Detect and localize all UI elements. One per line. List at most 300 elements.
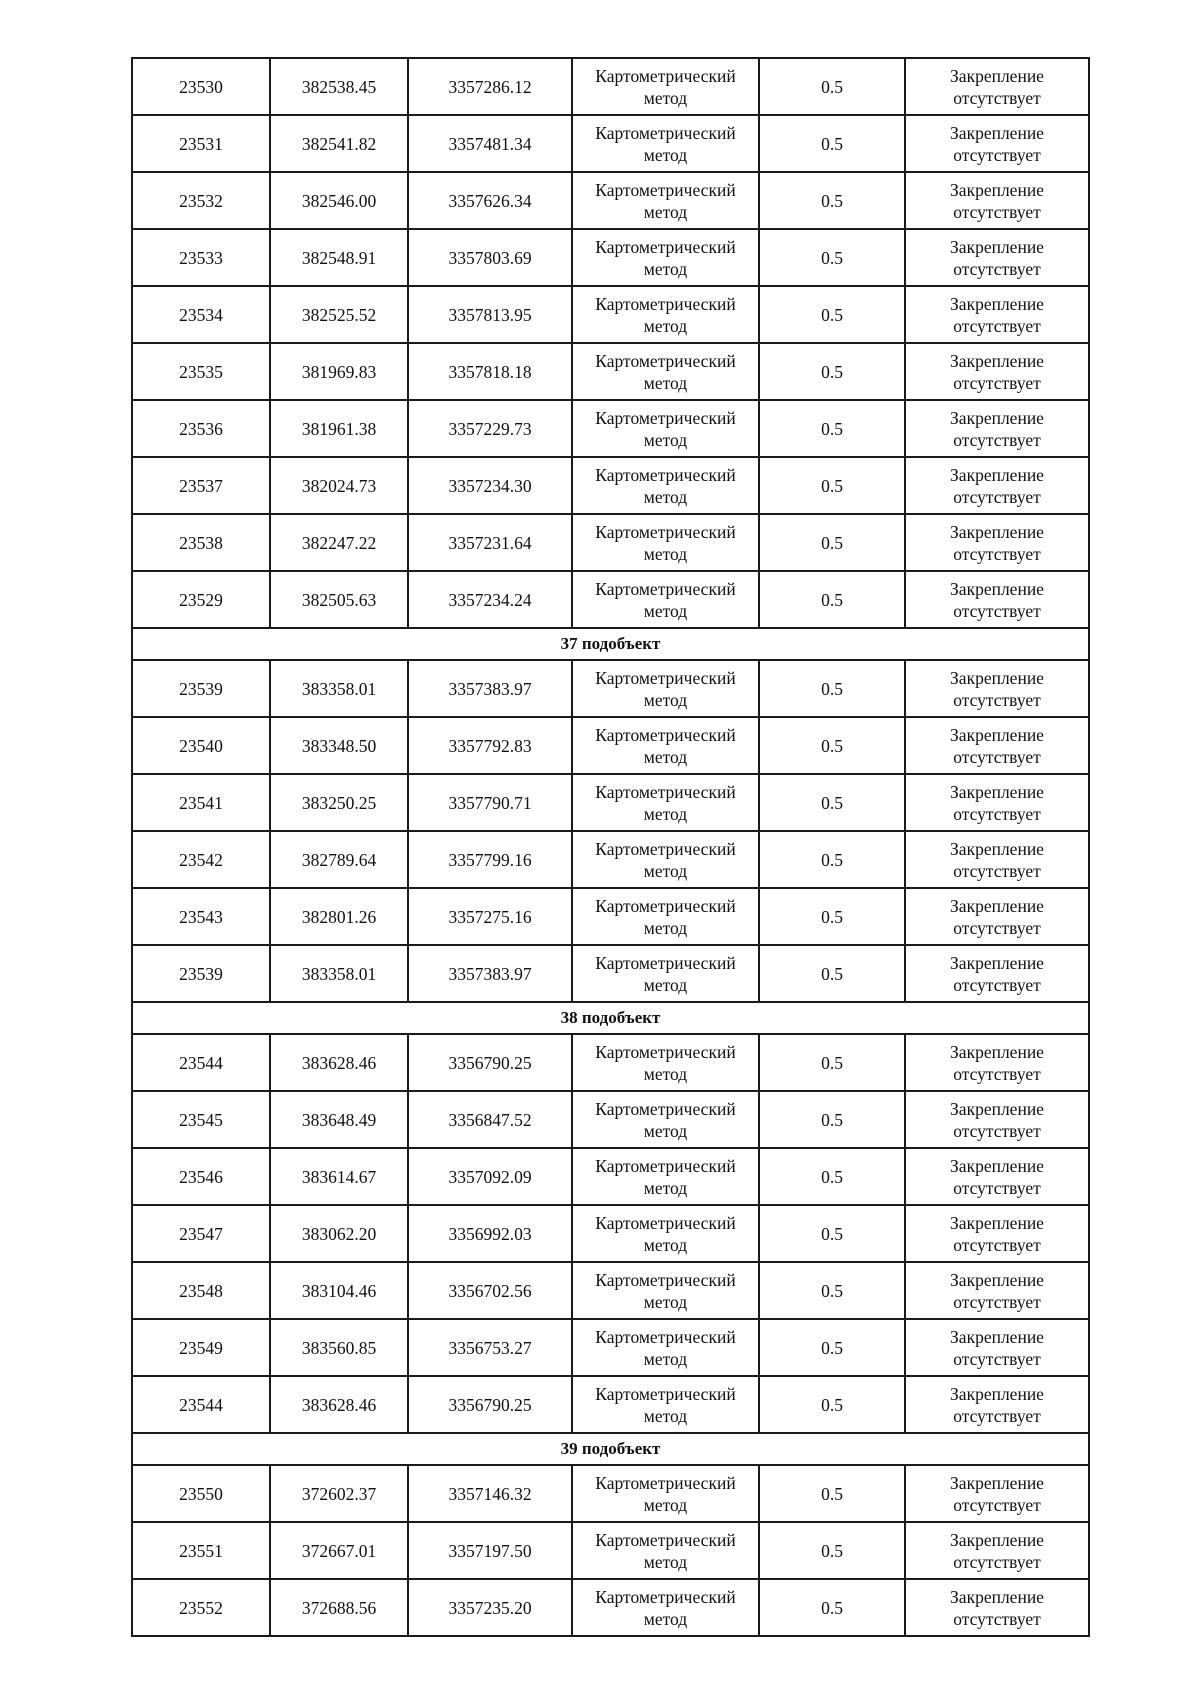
accuracy-cell <box>759 1091 905 1148</box>
table-row <box>132 1376 1089 1433</box>
accuracy-cell <box>759 1319 905 1376</box>
y-coordinate-cell <box>408 58 572 115</box>
y-coordinate-text: 3357792.83 <box>448 735 532 756</box>
y-coordinate-text: 3357813.95 <box>448 304 532 325</box>
point-number-text: 23540 <box>179 735 223 756</box>
fixing-description-cell <box>905 1465 1089 1522</box>
y-coordinate-text: 3357275.16 <box>448 906 532 927</box>
point-number-text: 23530 <box>179 76 223 97</box>
method-cell <box>572 717 759 774</box>
accuracy-text: 0.5 <box>821 735 843 756</box>
y-coordinate-text: 3357803.69 <box>448 247 532 268</box>
fixing-description-cell <box>905 229 1089 286</box>
method-text: Картометрический метод <box>595 293 736 336</box>
fixing-description-text: Закрепление отсутствует <box>950 781 1044 824</box>
method-cell <box>572 1091 759 1148</box>
method-text: Картометрический метод <box>595 781 736 824</box>
method-cell <box>572 343 759 400</box>
x-coordinate-text: 383560.85 <box>301 1337 377 1358</box>
point-number-cell <box>132 1091 270 1148</box>
y-coordinate-cell <box>408 514 572 571</box>
method-cell <box>572 831 759 888</box>
method-cell <box>572 660 759 717</box>
fixing-description-text: Закрепление отсутствует <box>950 1269 1044 1312</box>
x-coordinate-cell <box>270 1091 408 1148</box>
table-row <box>132 888 1089 945</box>
x-coordinate-text: 383628.46 <box>301 1052 377 1073</box>
x-coordinate-text: 382024.73 <box>301 475 377 496</box>
table-row <box>132 774 1089 831</box>
method-cell <box>572 1522 759 1579</box>
fixing-description-text: Закрепление отсутствует <box>950 521 1044 564</box>
y-coordinate-text: 3356992.03 <box>448 1223 532 1244</box>
method-text: Картометрический метод <box>595 1098 736 1141</box>
accuracy-cell <box>759 457 905 514</box>
y-coordinate-text: 3357481.34 <box>448 133 532 154</box>
x-coordinate-cell <box>270 831 408 888</box>
point-number-text: 23552 <box>179 1597 223 1618</box>
point-number-cell <box>132 229 270 286</box>
fixing-description-cell <box>905 172 1089 229</box>
fixing-description-cell <box>905 343 1089 400</box>
fixing-description-cell <box>905 58 1089 115</box>
method-text: Картометрический метод <box>595 350 736 393</box>
point-number-cell <box>132 343 270 400</box>
x-coordinate-cell <box>270 1034 408 1091</box>
point-number-text: 23547 <box>179 1223 223 1244</box>
point-number-text: 23548 <box>179 1280 223 1301</box>
accuracy-cell <box>759 945 905 1002</box>
accuracy-text: 0.5 <box>821 678 843 699</box>
method-text: Картометрический метод <box>595 1155 736 1198</box>
method-cell <box>572 172 759 229</box>
y-coordinate-cell <box>408 172 572 229</box>
y-coordinate-text: 3357197.50 <box>448 1540 532 1561</box>
x-coordinate-cell <box>270 514 408 571</box>
fixing-description-text: Закрепление отсутствует <box>950 122 1044 165</box>
x-coordinate-cell <box>270 1579 408 1636</box>
y-coordinate-cell <box>408 457 572 514</box>
point-number-text: 23544 <box>179 1052 223 1073</box>
y-coordinate-cell <box>408 343 572 400</box>
x-coordinate-text: 383348.50 <box>301 735 377 756</box>
accuracy-text: 0.5 <box>821 190 843 211</box>
table-row <box>132 571 1089 628</box>
fixing-description-cell <box>905 514 1089 571</box>
point-number-text: 23549 <box>179 1337 223 1358</box>
table-row <box>132 1319 1089 1376</box>
table-row <box>132 229 1089 286</box>
y-coordinate-cell <box>408 1319 572 1376</box>
accuracy-text: 0.5 <box>821 133 843 154</box>
point-number-cell <box>132 115 270 172</box>
y-coordinate-cell <box>408 1262 572 1319</box>
method-cell <box>572 888 759 945</box>
table-row <box>132 660 1089 717</box>
x-coordinate-text: 382548.91 <box>301 247 377 268</box>
method-text: Картометрический метод <box>595 1383 736 1426</box>
fixing-description-cell <box>905 571 1089 628</box>
method-text: Картометрический метод <box>595 407 736 450</box>
x-coordinate-cell <box>270 717 408 774</box>
method-text: Картометрический метод <box>595 464 736 507</box>
point-number-text: 23546 <box>179 1166 223 1187</box>
y-coordinate-cell <box>408 717 572 774</box>
method-text: Картометрический метод <box>595 952 736 995</box>
method-text: Картометрический метод <box>595 1041 736 1084</box>
method-text: Картометрический метод <box>595 1269 736 1312</box>
y-coordinate-cell <box>408 1522 572 1579</box>
x-coordinate-text: 382538.45 <box>301 76 377 97</box>
point-number-text: 23533 <box>179 247 223 268</box>
y-coordinate-cell <box>408 1148 572 1205</box>
method-text: Картометрический метод <box>595 1212 736 1255</box>
y-coordinate-text: 3357234.24 <box>448 589 532 610</box>
fixing-description-text: Закрепление отсутствует <box>950 293 1044 336</box>
coordinates-table <box>131 57 1090 1637</box>
y-coordinate-text: 3356753.27 <box>448 1337 532 1358</box>
accuracy-text: 0.5 <box>821 1394 843 1415</box>
y-coordinate-text: 3357790.71 <box>448 792 532 813</box>
table-row <box>132 58 1089 115</box>
accuracy-cell <box>759 343 905 400</box>
point-number-text: 23541 <box>179 792 223 813</box>
accuracy-cell <box>759 286 905 343</box>
point-number-text: 23536 <box>179 418 223 439</box>
method-text: Картометрический метод <box>595 521 736 564</box>
fixing-description-cell <box>905 1205 1089 1262</box>
table-row <box>132 457 1089 514</box>
x-coordinate-cell <box>270 1465 408 1522</box>
method-text: Картометрический метод <box>595 1529 736 1572</box>
method-cell <box>572 229 759 286</box>
accuracy-text: 0.5 <box>821 247 843 268</box>
y-coordinate-text: 3357234.30 <box>448 475 532 496</box>
table-row <box>132 115 1089 172</box>
method-cell <box>572 400 759 457</box>
table-row <box>132 343 1089 400</box>
accuracy-text: 0.5 <box>821 1540 843 1561</box>
table-row <box>132 945 1089 1002</box>
fixing-description-text: Закрепление отсутствует <box>950 407 1044 450</box>
fixing-description-cell <box>905 457 1089 514</box>
method-cell <box>572 58 759 115</box>
fixing-description-cell <box>905 1034 1089 1091</box>
accuracy-text: 0.5 <box>821 1597 843 1618</box>
point-number-text: 23535 <box>179 361 223 382</box>
x-coordinate-cell <box>270 115 408 172</box>
fixing-description-text: Закрепление отсутствует <box>950 952 1044 995</box>
x-coordinate-text: 382505.63 <box>301 589 377 610</box>
coordinates-table-body <box>132 58 1089 1636</box>
point-number-cell <box>132 1148 270 1205</box>
fixing-description-cell <box>905 774 1089 831</box>
accuracy-cell <box>759 1376 905 1433</box>
accuracy-cell <box>759 1034 905 1091</box>
x-coordinate-text: 372688.56 <box>301 1597 377 1618</box>
method-cell <box>572 1319 759 1376</box>
fixing-description-text: Закрепление отсутствует <box>950 236 1044 279</box>
y-coordinate-text: 3356702.56 <box>448 1280 532 1301</box>
point-number-cell <box>132 1465 270 1522</box>
x-coordinate-text: 382525.52 <box>301 304 377 325</box>
section-header-row <box>132 628 1089 660</box>
accuracy-text: 0.5 <box>821 1337 843 1358</box>
y-coordinate-text: 3357092.09 <box>448 1166 532 1187</box>
fixing-description-cell <box>905 660 1089 717</box>
point-number-cell <box>132 888 270 945</box>
y-coordinate-text: 3357231.64 <box>448 532 532 553</box>
table-row <box>132 514 1089 571</box>
fixing-description-text: Закрепление отсутствует <box>950 350 1044 393</box>
x-coordinate-cell <box>270 1522 408 1579</box>
point-number-cell <box>132 660 270 717</box>
x-coordinate-text: 383628.46 <box>301 1394 377 1415</box>
section-title: 38 подобъект <box>132 1002 1089 1034</box>
y-coordinate-cell <box>408 660 572 717</box>
accuracy-cell <box>759 1465 905 1522</box>
fixing-description-text: Закрепление отсутствует <box>950 179 1044 222</box>
accuracy-text: 0.5 <box>821 1223 843 1244</box>
accuracy-text: 0.5 <box>821 361 843 382</box>
x-coordinate-cell <box>270 172 408 229</box>
accuracy-text: 0.5 <box>821 1109 843 1130</box>
y-coordinate-text: 3356790.25 <box>448 1394 532 1415</box>
point-number-cell <box>132 457 270 514</box>
y-coordinate-cell <box>408 831 572 888</box>
fixing-description-cell <box>905 1376 1089 1433</box>
x-coordinate-cell <box>270 1319 408 1376</box>
x-coordinate-cell <box>270 1262 408 1319</box>
point-number-text: 23534 <box>179 304 223 325</box>
method-text: Картометрический метод <box>595 1586 736 1629</box>
point-number-cell <box>132 1205 270 1262</box>
point-number-text: 23544 <box>179 1394 223 1415</box>
x-coordinate-text: 383104.46 <box>301 1280 377 1301</box>
fixing-description-text: Закрепление отсутствует <box>950 1383 1044 1426</box>
accuracy-cell <box>759 888 905 945</box>
method-cell <box>572 1579 759 1636</box>
method-cell <box>572 1262 759 1319</box>
method-cell <box>572 1034 759 1091</box>
accuracy-cell <box>759 229 905 286</box>
y-coordinate-cell <box>408 1579 572 1636</box>
point-number-cell <box>132 286 270 343</box>
method-cell <box>572 457 759 514</box>
point-number-text: 23537 <box>179 475 223 496</box>
point-number-text: 23551 <box>179 1540 223 1561</box>
accuracy-cell <box>759 172 905 229</box>
x-coordinate-text: 383358.01 <box>301 678 377 699</box>
fixing-description-text: Закрепление отсутствует <box>950 1041 1044 1084</box>
y-coordinate-text: 3357383.97 <box>448 963 532 984</box>
point-number-cell <box>132 1522 270 1579</box>
table-row <box>132 1091 1089 1148</box>
y-coordinate-text: 3357383.97 <box>448 678 532 699</box>
accuracy-text: 0.5 <box>821 418 843 439</box>
accuracy-text: 0.5 <box>821 792 843 813</box>
x-coordinate-text: 382801.26 <box>301 906 377 927</box>
accuracy-cell <box>759 831 905 888</box>
point-number-cell <box>132 571 270 628</box>
fixing-description-cell <box>905 115 1089 172</box>
point-number-cell <box>132 1376 270 1433</box>
x-coordinate-cell <box>270 660 408 717</box>
accuracy-cell <box>759 115 905 172</box>
fixing-description-cell <box>905 1579 1089 1636</box>
x-coordinate-text: 381961.38 <box>301 418 377 439</box>
point-number-cell <box>132 400 270 457</box>
fixing-description-text: Закрепление отсутствует <box>950 1098 1044 1141</box>
accuracy-text: 0.5 <box>821 532 843 553</box>
y-coordinate-cell <box>408 1205 572 1262</box>
point-number-cell <box>132 1319 270 1376</box>
x-coordinate-text: 382546.00 <box>301 190 377 211</box>
table-row <box>132 831 1089 888</box>
y-coordinate-cell <box>408 1034 572 1091</box>
method-text: Картометрический метод <box>595 1326 736 1369</box>
point-number-text: 23531 <box>179 133 223 154</box>
method-cell <box>572 115 759 172</box>
table-row <box>132 1465 1089 1522</box>
accuracy-text: 0.5 <box>821 906 843 927</box>
point-number-text: 23542 <box>179 849 223 870</box>
point-number-cell <box>132 172 270 229</box>
fixing-description-text: Закрепление отсутствует <box>950 1212 1044 1255</box>
fixing-description-cell <box>905 286 1089 343</box>
x-coordinate-cell <box>270 774 408 831</box>
y-coordinate-cell <box>408 888 572 945</box>
method-text: Картометрический метод <box>595 895 736 938</box>
x-coordinate-text: 382247.22 <box>301 532 377 553</box>
table-row <box>132 1148 1089 1205</box>
y-coordinate-text: 3357229.73 <box>448 418 532 439</box>
fixing-description-cell <box>905 831 1089 888</box>
y-coordinate-cell <box>408 1376 572 1433</box>
accuracy-text: 0.5 <box>821 849 843 870</box>
fixing-description-text: Закрепление отсутствует <box>950 1472 1044 1515</box>
table-row <box>132 1205 1089 1262</box>
point-number-text: 23550 <box>179 1483 223 1504</box>
x-coordinate-cell <box>270 400 408 457</box>
y-coordinate-text: 3357818.18 <box>448 361 532 382</box>
x-coordinate-text: 383614.67 <box>301 1166 377 1187</box>
fixing-description-text: Закрепление отсутствует <box>950 578 1044 621</box>
method-text: Картометрический метод <box>595 667 736 710</box>
y-coordinate-cell <box>408 774 572 831</box>
x-coordinate-cell <box>270 1148 408 1205</box>
x-coordinate-cell <box>270 286 408 343</box>
fixing-description-cell <box>905 400 1089 457</box>
y-coordinate-text: 3357626.34 <box>448 190 532 211</box>
accuracy-text: 0.5 <box>821 1280 843 1301</box>
x-coordinate-cell <box>270 343 408 400</box>
table-row <box>132 400 1089 457</box>
method-text: Картометрический метод <box>595 838 736 881</box>
accuracy-cell <box>759 1148 905 1205</box>
section-title: 37 подобъект <box>132 628 1089 660</box>
accuracy-cell <box>759 1579 905 1636</box>
fixing-description-text: Закрепление отсутствует <box>950 724 1044 767</box>
accuracy-text: 0.5 <box>821 589 843 610</box>
table-row <box>132 1262 1089 1319</box>
method-cell <box>572 945 759 1002</box>
point-number-text: 23545 <box>179 1109 223 1130</box>
table-row <box>132 1522 1089 1579</box>
x-coordinate-cell <box>270 229 408 286</box>
x-coordinate-text: 381969.83 <box>301 361 377 382</box>
point-number-cell <box>132 717 270 774</box>
fixing-description-cell <box>905 1262 1089 1319</box>
method-cell <box>572 1465 759 1522</box>
accuracy-cell <box>759 1522 905 1579</box>
accuracy-cell <box>759 774 905 831</box>
fixing-description-text: Закрепление отсутствует <box>950 895 1044 938</box>
accuracy-text: 0.5 <box>821 304 843 325</box>
point-number-text: 23539 <box>179 678 223 699</box>
section-title: 39 подобъект <box>132 1433 1089 1465</box>
fixing-description-cell <box>905 1091 1089 1148</box>
accuracy-cell <box>759 571 905 628</box>
fixing-description-cell <box>905 1522 1089 1579</box>
point-number-text: 23529 <box>179 589 223 610</box>
point-number-cell <box>132 514 270 571</box>
fixing-description-text: Закрепление отсутствует <box>950 838 1044 881</box>
x-coordinate-text: 372667.01 <box>301 1540 377 1561</box>
method-cell <box>572 286 759 343</box>
y-coordinate-cell <box>408 400 572 457</box>
x-coordinate-cell <box>270 1205 408 1262</box>
method-text: Картометрический метод <box>595 578 736 621</box>
method-text: Картометрический метод <box>595 1472 736 1515</box>
y-coordinate-cell <box>408 286 572 343</box>
method-cell <box>572 514 759 571</box>
y-coordinate-text: 3357235.20 <box>448 1597 532 1618</box>
table-row <box>132 717 1089 774</box>
method-text: Картометрический метод <box>595 179 736 222</box>
method-text: Картометрический метод <box>595 65 736 108</box>
table-row <box>132 286 1089 343</box>
x-coordinate-text: 372602.37 <box>301 1483 377 1504</box>
method-text: Картометрический метод <box>595 236 736 279</box>
fixing-description-cell <box>905 945 1089 1002</box>
y-coordinate-text: 3357146.32 <box>448 1483 532 1504</box>
x-coordinate-cell <box>270 571 408 628</box>
point-number-cell <box>132 774 270 831</box>
x-coordinate-text: 383250.25 <box>301 792 377 813</box>
y-coordinate-text: 3357286.12 <box>448 76 532 97</box>
point-number-cell <box>132 945 270 1002</box>
section-header-row <box>132 1433 1089 1465</box>
accuracy-cell <box>759 58 905 115</box>
fixing-description-text: Закрепление отсутствует <box>950 464 1044 507</box>
method-cell <box>572 1148 759 1205</box>
accuracy-cell <box>759 717 905 774</box>
x-coordinate-cell <box>270 58 408 115</box>
method-text: Картометрический метод <box>595 122 736 165</box>
fixing-description-cell <box>905 717 1089 774</box>
fixing-description-text: Закрепление отсутствует <box>950 667 1044 710</box>
method-cell <box>572 1376 759 1433</box>
y-coordinate-cell <box>408 229 572 286</box>
x-coordinate-cell <box>270 888 408 945</box>
accuracy-text: 0.5 <box>821 475 843 496</box>
x-coordinate-text: 383062.20 <box>301 1223 377 1244</box>
y-coordinate-cell <box>408 1091 572 1148</box>
fixing-description-cell <box>905 1319 1089 1376</box>
point-number-cell <box>132 58 270 115</box>
point-number-cell <box>132 1262 270 1319</box>
